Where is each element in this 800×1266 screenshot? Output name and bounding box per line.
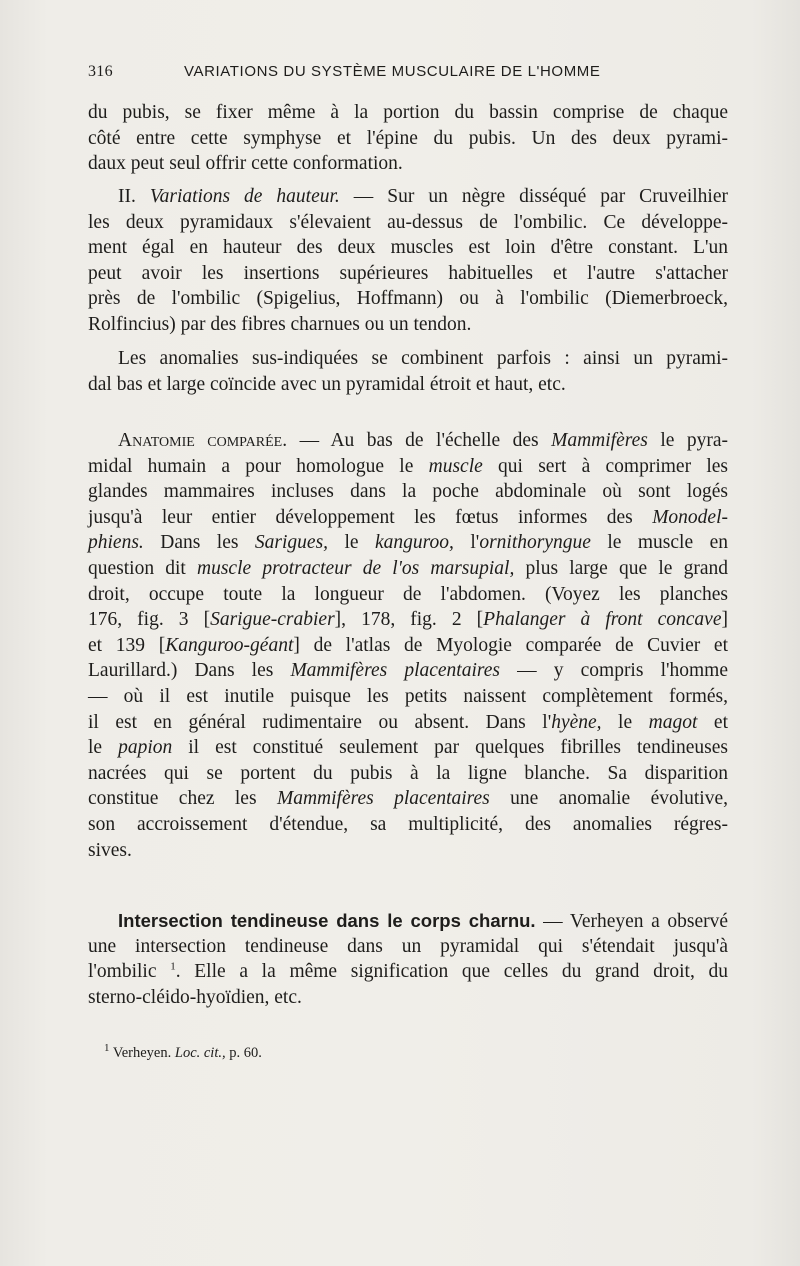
paragraph-intersection-tendineuse <box>88 908 728 1010</box>
text-line: sterno-cléido-hyoïdien, etc. <box>88 986 302 1008</box>
text-span: constitue chez les <box>88 788 277 810</box>
text-line <box>88 735 728 761</box>
text-span: . Elle a la même signification que celles du grand droit, du <box>175 961 729 983</box>
text-italic: Mammifères placentaires <box>290 660 500 682</box>
text-line <box>88 710 728 736</box>
text-span: p. 60. <box>225 1045 262 1061</box>
text-span: Dans les <box>143 532 255 554</box>
text-italic: magot <box>648 711 698 733</box>
text-span: le <box>328 532 376 554</box>
paragraph-1 <box>88 100 728 177</box>
text-line <box>88 658 728 684</box>
text-line: près de l'ombilic (Spigelius, Hoffmann) ou à l'ombilic (Diemerbroeck, <box>88 288 728 310</box>
text-line: les deux pyramidaux s'élevaient au-dessus de l'ombilic. Ce développe- <box>88 211 728 233</box>
text-span: il est constitué seulement par quelques fibrilles tendineuses <box>172 737 728 759</box>
text-line <box>88 556 728 582</box>
footnote-number: 1 <box>104 1042 110 1055</box>
text-line: Rolfincius) par des fibres charnues ou un tendon. <box>88 313 472 335</box>
text-line: peut avoir les insertions supérieures habituelles et l'autre s'attacher <box>88 262 728 284</box>
footnote <box>104 1042 262 1062</box>
text-span: ] <box>721 609 728 631</box>
text-line <box>88 908 728 934</box>
text-span: le muscle en <box>590 532 728 554</box>
text-line <box>88 633 728 659</box>
text-line <box>88 505 728 531</box>
text-italic: phiens. <box>88 532 144 554</box>
text-span: le pyra- <box>647 430 728 451</box>
section-lead: Anatomie comparée. <box>118 430 288 451</box>
paragraph-2 <box>88 184 728 338</box>
text-line <box>88 428 728 454</box>
text-line: glandes mammaires incluses dans la poche abdominale où sont logés <box>88 481 728 503</box>
text-italic: Kanguroo-géant <box>165 634 294 656</box>
text-italic: papion <box>118 737 173 759</box>
text-italic: Monodel- <box>652 506 728 528</box>
text-span: l' <box>453 532 480 554</box>
text-span: midal humain a pour homologue le <box>88 455 429 477</box>
text-line: une intersection tendineuse dans un pyramidal qui s'étendait jusqu'à <box>88 935 728 957</box>
text-italic: muscle <box>428 455 483 477</box>
section-number: II. <box>118 186 150 207</box>
text-line <box>88 184 728 210</box>
text-span: et 139 [ <box>88 634 166 656</box>
text-italic: Phalanger à front concave <box>483 609 722 631</box>
text-line: — où il est inutile puisque les petits naissent complètement formés, <box>88 685 728 707</box>
text-span: question dit <box>88 557 198 579</box>
text-italic: Mammifères placentaires <box>276 788 490 810</box>
text-span: — Au bas de l'échelle des <box>287 430 552 451</box>
text-span: — Verheyen a observé <box>535 911 728 932</box>
text-span: et <box>697 711 728 733</box>
text-line: du pubis, se fixer même à la portion du bassin comprise de chaque <box>88 102 728 123</box>
running-title: VARIATIONS DU SYSTÈME MUSCULAIRE DE L'HOMME <box>184 63 601 80</box>
text-line <box>88 607 728 633</box>
text-span: — Sur un nègre disséqué par Cruveilhier <box>339 186 728 207</box>
text-span: plus large que le grand <box>514 557 728 579</box>
text-line: son accroissement d'étendue, sa multiplicité, des anomalies régres- <box>88 813 728 835</box>
text-span: Verheyen. <box>109 1045 175 1061</box>
text-line: ment égal en hauteur des deux muscles est loin d'être constant. L'un <box>88 237 728 259</box>
section-title: Variations de hauteur. <box>149 186 340 207</box>
text-line: droit, occupe toute la longueur de l'abdomen. (Voyez les planches <box>88 583 728 605</box>
text-italic: ornithoryngue <box>479 532 591 554</box>
text-span: le <box>601 711 649 733</box>
text-line <box>88 959 728 985</box>
text-line <box>88 530 728 556</box>
text-italic: Sarigues, <box>254 532 329 554</box>
text-line: sives. <box>88 839 132 861</box>
text-span: jusqu'à leur entier développement les fœtus informes des <box>88 506 653 528</box>
text-line: dal bas et large coïncide avec un pyramidal étroit et haut, etc. <box>88 373 566 395</box>
text-italic: Sarigue-crabier <box>210 609 335 631</box>
text-span: qui sert à comprimer les <box>482 455 728 477</box>
page-number: 316 <box>88 63 113 80</box>
text-span: — y compris l'homme <box>500 660 728 682</box>
text-span: ], 178, fig. 2 [ <box>334 609 484 631</box>
text-line: nacrées qui se portent du pubis à la ligne blanche. Sa disparition <box>88 762 728 784</box>
text-line: Les anomalies sus-indiquées se combinent parfois : ainsi un pyrami- <box>118 348 728 369</box>
text-line <box>88 454 728 480</box>
text-italic: Loc. cit., <box>174 1045 226 1061</box>
text-line <box>88 786 728 812</box>
text-span: le <box>88 737 119 759</box>
text-span: il est en général rudimentaire ou absent. Dans l' <box>88 711 552 733</box>
text-span: une anomalie évolutive, <box>489 788 729 810</box>
text-span: 176, fig. 3 [ <box>88 609 211 631</box>
paragraph-3 <box>88 346 728 397</box>
text-italic: hyène, <box>551 711 602 733</box>
text-line: daux peut seul offrir cette conformation. <box>88 153 403 175</box>
section-lead: Intersection tendineuse dans le corps charnu. <box>118 910 536 931</box>
text-span: ] de l'atlas de Myologie comparée de Cuvier et <box>293 634 728 656</box>
text-italic: kanguroo, <box>375 532 454 554</box>
text-line: côté entre cette symphyse et l'épine du pubis. Un des deux pyrami- <box>88 127 728 149</box>
text-span: Laurillard.) Dans les <box>88 660 291 682</box>
paragraph-anatomie-comparee <box>88 428 728 863</box>
footnote-ref: 1 <box>170 960 176 973</box>
text-italic: muscle protracteur de l'os marsupial, <box>197 557 515 579</box>
text-italic: Mammifères <box>551 430 648 451</box>
text-span: l'ombilic <box>88 961 171 983</box>
running-header <box>88 63 728 89</box>
